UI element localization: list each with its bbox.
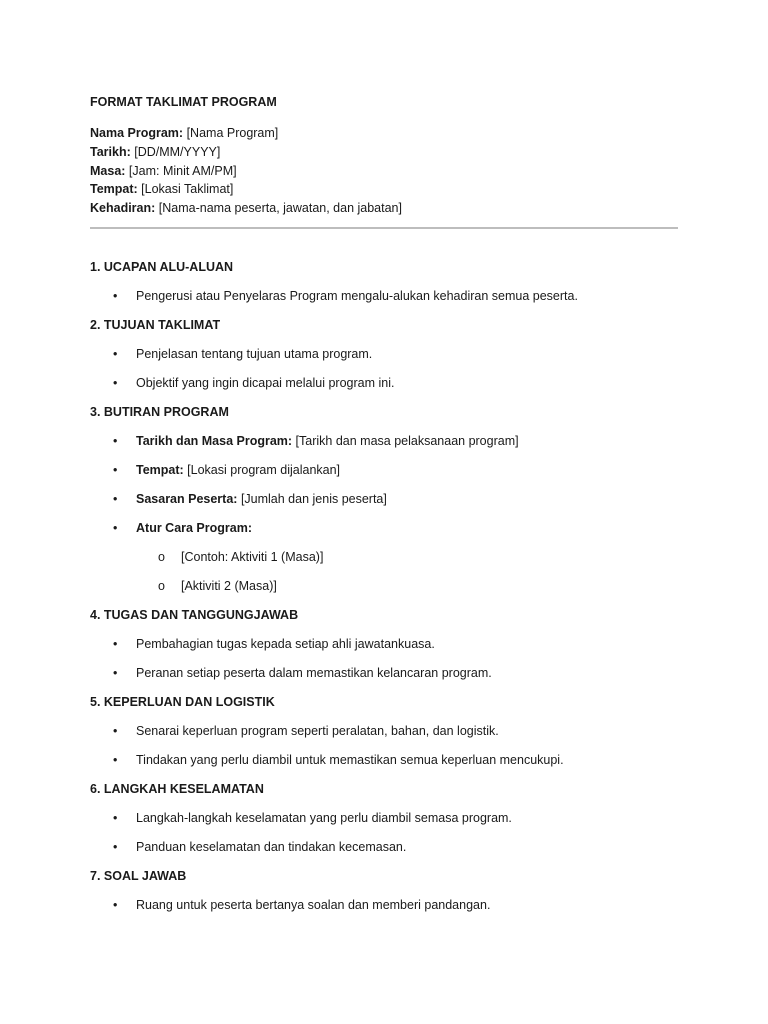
sub-list-item-text: [Aktiviti 2 (Masa)] xyxy=(181,578,277,593)
list-item-label: Tarikh dan Masa Program: xyxy=(136,433,293,448)
meta-value: [DD/MM/YYYY] xyxy=(134,144,221,159)
bullet-icon: • xyxy=(113,462,118,477)
section-butiran-program xyxy=(90,403,680,595)
bullet-list xyxy=(90,287,680,305)
section-heading: 1. UCAPAN ALU-ALUAN xyxy=(90,259,234,274)
list-item xyxy=(90,896,680,914)
sub-list-item-text: [Contoh: Aktiviti 1 (Masa)] xyxy=(181,549,324,564)
meta-label: Tempat: xyxy=(90,182,138,197)
bullet-list xyxy=(90,809,680,856)
list-item-text: Objektif yang ingin dicapai melalui program ini. xyxy=(136,375,395,390)
list-item xyxy=(90,432,680,450)
meta-label: Nama Program: xyxy=(90,126,184,140)
section-heading: 4. TUGAS DAN TANGGUNGJAWAB xyxy=(90,607,299,622)
sub-list-item xyxy=(90,548,680,566)
list-item-text: Ruang untuk peserta bertanya soalan dan memberi pandangan. xyxy=(136,897,491,912)
list-item xyxy=(90,287,680,305)
document-page xyxy=(90,93,680,914)
circle-bullet-icon: o xyxy=(158,549,165,564)
bullet-icon: • xyxy=(113,752,118,767)
list-item xyxy=(90,461,680,479)
section-tujuan-taklimat xyxy=(90,316,680,392)
meta-value: [Lokasi Taklimat] xyxy=(141,182,234,197)
bullet-list xyxy=(90,635,680,682)
bullet-icon: • xyxy=(113,491,118,506)
meta-tarikh xyxy=(90,143,680,162)
section-heading: 5. KEPERLUAN DAN LOGISTIK xyxy=(90,694,275,709)
list-item-label: Tempat: xyxy=(136,462,184,477)
bullet-list xyxy=(90,722,680,769)
list-item-text: [Lokasi program dijalankan] xyxy=(187,462,341,477)
meta-nama-program xyxy=(90,124,680,143)
meta-label: Kehadiran: xyxy=(90,201,156,215)
bullet-icon: • xyxy=(113,520,118,535)
list-item-label: Atur Cara Program: xyxy=(136,520,252,535)
meta-label: Tarikh: xyxy=(90,144,131,159)
section-keperluan-dan-logistik xyxy=(90,693,680,769)
section-tugas-dan-tanggungjawab xyxy=(90,606,680,682)
sub-list-item xyxy=(90,577,680,595)
meta-value: [Jam: Minit AM/PM] xyxy=(128,163,237,178)
document-title: FORMAT TAKLIMAT PROGRAM xyxy=(90,95,277,109)
bullet-icon: • xyxy=(113,346,118,361)
list-item xyxy=(90,751,680,769)
meta-kehadiran xyxy=(90,199,680,218)
list-item-label: Sasaran Peserta: xyxy=(136,491,238,506)
list-item-text: Peranan setiap peserta dalam memastikan kelancaran program. xyxy=(136,665,492,680)
list-item xyxy=(90,635,680,653)
list-item-text: Tindakan yang perlu diambil untuk memastikan semua keperluan mencukupi. xyxy=(136,752,564,767)
section-heading: 2. TUJUAN TAKLIMAT xyxy=(90,317,221,332)
list-item-text: Pembahagian tugas kepada setiap ahli jawatankuasa. xyxy=(136,636,435,651)
meta-tempat xyxy=(90,180,680,199)
list-item-text: [Jumlah dan jenis peserta] xyxy=(240,491,387,506)
section-heading: 7. SOAL JAWAB xyxy=(90,868,187,883)
list-item-text: Senarai keperluan program seperti peralatan, bahan, dan logistik. xyxy=(136,723,499,738)
meta-masa xyxy=(90,162,680,181)
circle-bullet-icon: o xyxy=(158,578,165,593)
bullet-icon: • xyxy=(113,375,118,390)
section-heading: 3. BUTIRAN PROGRAM xyxy=(90,404,229,419)
bullet-list xyxy=(90,345,680,392)
list-item-text: Pengerusi atau Penyelaras Program mengalu-alukan kehadiran semua peserta. xyxy=(136,288,578,303)
section-ucapan-alu-aluan xyxy=(90,258,680,305)
list-item xyxy=(90,374,680,392)
bullet-icon: • xyxy=(113,897,118,912)
bullet-icon: • xyxy=(113,433,118,448)
list-item xyxy=(90,722,680,740)
list-item-text: Penjelasan tentang tujuan utama program. xyxy=(136,346,373,361)
bullet-icon: • xyxy=(113,839,118,854)
sub-list xyxy=(90,548,680,595)
section-langkah-keselamatan xyxy=(90,780,680,856)
list-item xyxy=(90,809,680,827)
list-item xyxy=(90,838,680,856)
section-soal-jawab xyxy=(90,867,680,914)
program-info xyxy=(90,124,680,218)
bullet-list xyxy=(90,896,680,914)
bullet-list xyxy=(90,432,680,537)
meta-value: [Nama-nama peserta, jawatan, dan jabatan] xyxy=(158,201,402,215)
list-item xyxy=(90,345,680,363)
meta-value: [Nama Program] xyxy=(186,126,279,140)
bullet-icon: • xyxy=(113,288,118,303)
meta-label: Masa: xyxy=(90,163,126,178)
horizontal-divider xyxy=(90,227,678,229)
bullet-icon: • xyxy=(113,723,118,738)
list-item xyxy=(90,664,680,682)
list-item-text: [Tarikh dan masa pelaksanaan program] xyxy=(295,433,519,448)
list-item xyxy=(90,490,680,508)
bullet-icon: • xyxy=(113,636,118,651)
list-item-text: Panduan keselamatan dan tindakan kecemasan. xyxy=(136,839,407,854)
list-item xyxy=(90,519,680,537)
list-item-text: Langkah-langkah keselamatan yang perlu diambil semasa program. xyxy=(136,810,512,825)
bullet-icon: • xyxy=(113,665,118,680)
bullet-icon: • xyxy=(113,810,118,825)
section-heading: 6. LANGKAH KESELAMATAN xyxy=(90,781,264,796)
